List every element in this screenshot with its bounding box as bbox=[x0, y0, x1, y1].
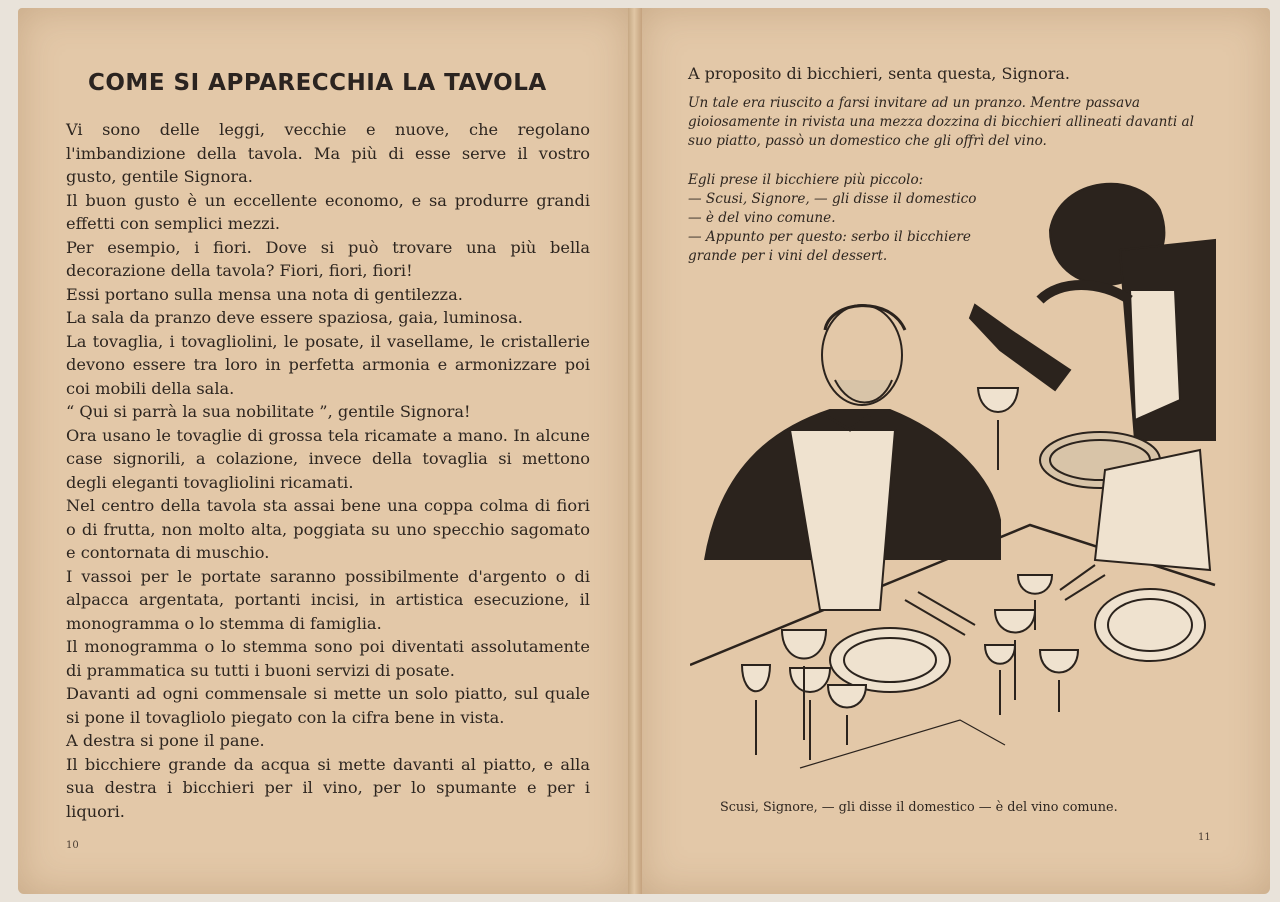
paragraph: La tovaglia, i tovagliolini, le posate, il vasellame, le cristallerie devono essere tra loro in perfetta armonia e armonizzare poi coi mobili della sala. bbox=[66, 331, 590, 398]
illustration-caption: Scusi, Signore, — gli disse il domestico — è del vino comune. bbox=[720, 800, 1118, 815]
dialogue-line: — Scusi, Signore, — gli disse il domestico — è del vino comune. bbox=[688, 191, 977, 226]
dialogue-line: Egli prese il bicchiere più piccolo: bbox=[688, 172, 924, 188]
paragraph: I vassoi per le portate saranno possibilmente d'argento o di alpacca argentata, portanti incisi, in artistica esecuzione, il monogramma o lo stemma di famiglia. bbox=[66, 566, 590, 633]
paragraph: Davanti ad ogni commensale si mette un solo piatto, sul quale si pone il tovagliolo piegato con la cifra bene in vista. bbox=[66, 684, 590, 727]
paragraph: Vi sono delle leggi, vecchie e nuove, che regolano l'imbandizione della tavola. Ma più di esse serve il vostro gusto, gentile Signora. bbox=[66, 120, 590, 186]
story-heading: A proposito di bicchieri, senta questa, Signora. bbox=[688, 64, 1071, 83]
story-paragraph: Un tale era riuscito a farsi invitare ad un pranzo. Mentre passava gioiosamente in rivista una mezza dozzina di bicchieri allineati davanti al suo piatto, passò un domestico che gli offrì del vino. bbox=[688, 95, 1194, 149]
paragraph: Il bicchiere grande da acqua si mette davanti al piatto, e alla sua destra i bicchieri per il vino, per lo spumante e per i liquori. bbox=[66, 754, 590, 821]
page-title: COME SI APPARECCHIA LA TAVOLA bbox=[88, 70, 547, 96]
page-number-right: 11 bbox=[1198, 832, 1211, 843]
paragraph: A destra si pone il pane. bbox=[66, 731, 265, 750]
paragraph: Essi portano sulla mensa una nota di gentilezza. bbox=[66, 284, 463, 304]
dialogue-line: — Appunto per questo: serbo il bicchiere grande per i vini del dessert. bbox=[688, 229, 971, 264]
paragraph: Il monogramma o lo stemma sono poi diventati assolutamente di prammatica su tutti i buoni servizi di posate. bbox=[66, 637, 590, 680]
page-number-left: 10 bbox=[66, 840, 79, 851]
paragraph: “ Qui si parrà la sua nobilitate ”, gentile Signora! bbox=[66, 402, 471, 421]
paragraph: La sala da pranzo deve essere spaziosa, gaia, luminosa. bbox=[66, 308, 523, 327]
waiter-and-diner-illustration bbox=[690, 160, 1230, 790]
body-text bbox=[66, 118, 590, 823]
book-gutter bbox=[628, 8, 642, 894]
paragraph: Nel centro della tavola sta assai bene una coppa colma di fiori o di frutta, non molto alta, poggiata su uno specchio sagomato e contornata di muschio. bbox=[66, 496, 590, 562]
paragraph: Il buon gusto è un eccellente economo, e sa produrre grandi effetti con semplici mezzi. bbox=[66, 190, 590, 233]
paragraph: Ora usano le tovaglie di grossa tela ricamate a mano. In alcune case signorili, a colazione, invece della tovaglia si mettono degli eleganti tovagliolini ricamati. bbox=[66, 425, 590, 492]
paragraph: Per esempio, i fiori. Dove si può trovare una più bella decorazione della tavola? Fiori, fiori, fiori! bbox=[66, 237, 590, 280]
story-text bbox=[688, 94, 1212, 151]
